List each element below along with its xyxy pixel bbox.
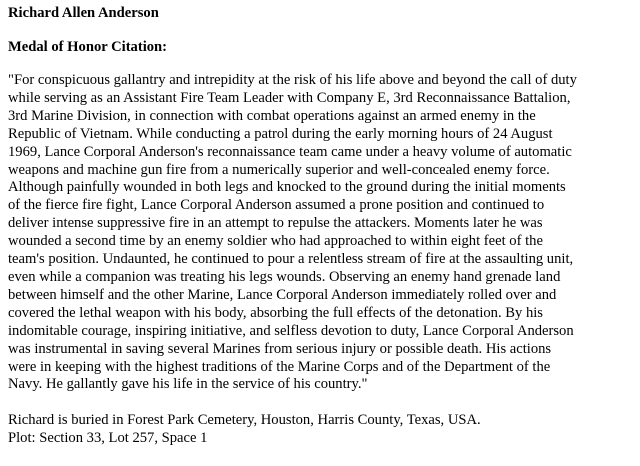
citation-line: between himself and the other Marine, Lance Corporal Anderson immediately rolled over and <box>8 286 557 303</box>
citation-heading: Medal of Honor Citation: <box>8 39 168 55</box>
citation-line: even while a companion was treating his legs wounds. Observing an enemy hand grenade land <box>8 268 561 285</box>
citation-line: Navy. He gallantly gave his life in the service of his country." <box>8 376 368 393</box>
citation-line: weapons and machine gun fire from a numerically superior and well-concealed enemy force. <box>8 161 550 178</box>
document-page <box>8 4 634 448</box>
burial-location: Richard is buried in Forest Park Cemetery, Houston, Harris County, Texas, USA. <box>8 412 481 429</box>
citation-line: wounded a second time by an enemy soldier who had approached to within eight feet of the <box>8 233 543 250</box>
citation-line: Republic of Vietnam. While conducting a patrol during the early morning hours of 24 August <box>8 125 553 142</box>
citation-line: deliver intense suppressive fire in an attempt to repulse the attackers. Moments later he was <box>8 215 543 232</box>
citation-line: 3rd Marine Division, in connection with combat operations against an armed enemy in the <box>8 107 536 124</box>
citation-line: were in keeping with the highest traditions of the Marine Corps and of the Department of the <box>8 358 551 375</box>
person-name: Richard Allen Anderson <box>8 5 159 21</box>
citation-line: Although painfully wounded in both legs and knocked to the ground during the initial moments <box>8 179 566 196</box>
citation-line: indomitable courage, inspiring initiative, and selfless devotion to duty, Lance Corporal Anderson <box>8 322 574 339</box>
citation-line: covered the lethal weapon with his body, absorbing the full effects of the detonation. By his <box>8 304 543 321</box>
citation-line: team's position. Undaunted, he continued to pour a relentless stream of fire at the assaulting unit, <box>8 251 574 268</box>
citation-line: 1969, Lance Corporal Anderson's reconnaissance team came under a heavy volume of automatic <box>8 143 572 160</box>
citation-text <box>8 72 634 394</box>
citation-line: was instrumental in saving several Marines from serious injury or possible death. His actions <box>8 340 552 357</box>
burial-plot: Plot: Section 33, Lot 257, Space 1 <box>8 430 208 447</box>
citation-line: while serving as an Assistant Fire Team Leader with Company E, 3rd Reconnaissance Battalion, <box>8 89 571 106</box>
citation-line: "For conspicuous gallantry and intrepidity at the risk of his life above and beyond the call of duty <box>8 72 577 88</box>
citation-line: of the fierce fire fight, Lance Corporal Anderson assumed a prone position and continued to <box>8 197 545 214</box>
burial-info <box>8 412 634 448</box>
